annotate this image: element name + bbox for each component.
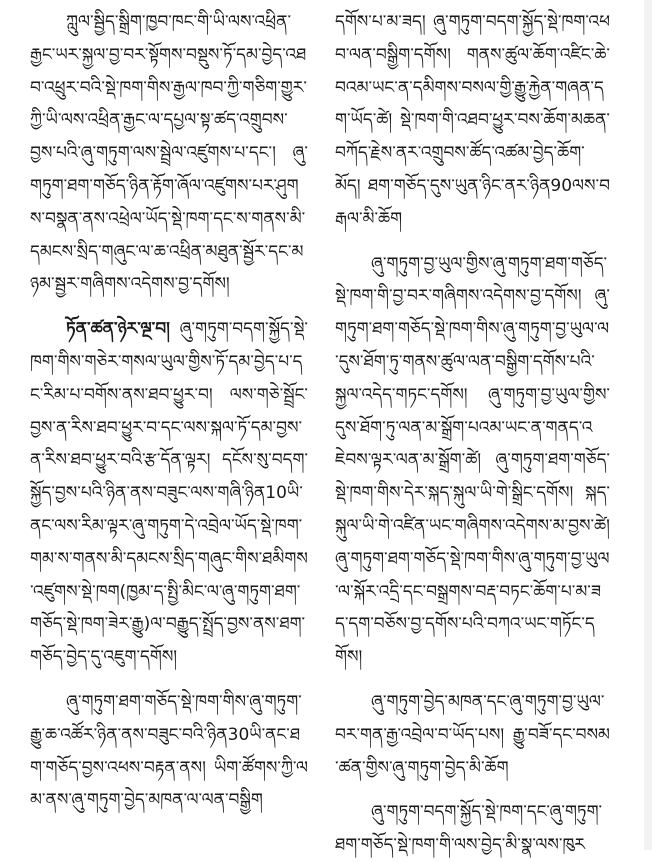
paragraph: ཞུ་གཏུག་བདག་སྐྱོད་སྡེ་ཁག་དང་ཞུ་གཏུག་ཐག་གཅོད་སྡེ་ཁག་གི་ལས་བྱེད་མི་སྣ་ལས་ཁུར <box>335 802 603 856</box>
paragraph: ཞུ་གཏུག་བྱ་ཡུལ་གྱིས་ཞུ་གཏུག་ཐག་གཅོད་སྡེ་ཁག་གི་བྱ་བར་གཞིགས་འདེགས་བྱ་དགོས། ཞུ་གཏུག་ཐག་གཅོད་སྡེ་ཁག་གིས་ཞུ་གཏུག་བྱ་ཡུལ་ལ་དུས་ཐོག་ཏུ་གནས་ཚུལ་ལན་བསྒྱིག་དགོས་པའི་སྐྱལ་འདེད་གཏང་དགོས། ཞུ་གཏུག་བྱ་ཡུལ་གྱིས་དུས་ཐོག་ཏུ་ལན་མ་སྒྲོག་པའམ་ཡང་ན་གནད་འཇེབས་ལྟར་ལན་མ་སྒྲོག་ཚེ། ཞུ་གཏུག་ཐག་གཅོད་སྡེ་ཁག་གིས་དེར་སྐད་སྐུལ་ཡི་གེ་སྒྲིང་དགོས། སྐད་སྐུལ་ཡི་གེ་འཛིན་ཡང་གཞིགས་འདེགས་མ་བྱས་ཚེ། ཞུ་གཏུག་ཐག་གཅོད་སྡེ་ཁག་གིས་ཞུ་གཏུག་བྱ་ཡུལ་ལ་སྐོར་འདྲི་དང་བསྒྲགས་བརྡ་བཏང་ཆོག་པ་མ་ཟད་དག་བཅོས་བྱ་དགོས་པའི་བཀའ་ཡང་གཏོང་དགོས། <box>335 253 610 668</box>
paragraph: ཞུ་གཏུག་ཐག་གཅོད་སྡེ་ཁག་གིས་ཞུ་གཏུག་རྒྱུ་ཆ་འཚོར་ཉིན་ནས་བཟུང་བའི་ཉིན30ཡི་ནང་ཐག་གཅོད་བྱས་འཕས་བརྟན་ནས། ཡིག་ཚོགས་ཀྱི་ལམ་ནས་ཞུ་གཏུག་བྱེད་མཁན་ལ་ལན་བསྒྱིག <box>30 691 308 811</box>
article-heading: ཏོན་ཚན་ཉེར་ལྔ་བ། <box>66 319 170 340</box>
right-column <box>335 0 610 856</box>
left-column <box>30 0 308 850</box>
page-edge <box>644 0 652 850</box>
article-paragraph <box>30 313 308 674</box>
paragraph: ཀླུལ་སྦྱིད་སྒྲིག་ཁྱབ་ཁང་གི་ཡི་ལས་འཕྲིན་རྒྱང་ཡར་སྐྱལ་བྱ་བར་སྟོགས་བསྡུས་ཏོ་དམ་བྱེད་འཐབ་འཕྲུར་བའི་སྡེ་ཁག་གིས་རྒྱལ་ཁབ་ཀྱི་གཅིག་གྱུར་ཀྱི་ཡི་ལས་འཕྲིན་རྒྱང་ལ་དཔྱལ་སྟ་ཚད་འགྲུབས་བྱས་པའི་ཞུ་གཏུག་ལས་སྦྲེལ་འཛུགས་པ་དང་། ཞུ་གཏུག་ཐག་གཅོད་ཉིན་རྟོག་ཞོལ་འཛུགས་པར་ཤུགས་བསྣན་ནས་འཕྲེལ་ཡོད་སྡེ་ཁག་དང་ས་གནས་མི་དམངས་སྲིད་གཞུང་ལ་ཆ་འཕྲིན་མཐུན་སྦྱོར་དང་མཉམ་སྦྱར་གཞིགས་འདེགས་བྱ་དགོས། <box>30 12 308 295</box>
paragraph: ཞུ་གཏུག་བྱེད་མཁན་དང་ཞུ་གཏུག་བྱ་ཡུལ་བར་གན་རྒྱ་འབྲེལ་བ་ཡོད་པས། རྒྱུ་བཟོ་དང་བསམ་ཚན་གྱིས་ཞུ་གཏུག་བྱེད་མི་ཆོག <box>335 691 610 778</box>
paragraph: དགོས་པ་མ་ཟད། ཞུ་གཏུག་བདག་སྐྱོད་སྡེ་ཁག་འཕབ་ལན་བསྒྱིག་དགོས། གནས་ཚུལ་ཆོག་འཛིང་ཆེ་བའམ་ཡང་ན་དམིགས་བསལ་གྱི་རྒྱུ་རྐྱེན་གཞན་དག་ཡོད་ཚེ། སྡེ་ཁག་གི་འཐབ་ཕྱུར་བས་ཆོག་མཆན་བཀོད་རྗེས་ནར་འགྲུབས་ཚོད་འཚམ་བྱེད་ཆོག་མོད། ཐག་གཅོད་དུས་ཡུན་ཉིང་ནར་ཉིན90ལས་བརྒལ་མི་ཆོག <box>335 12 610 229</box>
article-text: ཞུ་གཏུག་བདག་སྐྱོད་སྡེ་ཁག་གིས་གཅེར་གསལ་ཡུལ་གྱིས་ཏོ་དམ་བྱེད་པ་དང་རིམ་པ་བགོས་ནས་ཐབ་ཕྱུར་བ། ལས་གཅེ་སྦྲོང་བྱས་ན་རིས་ཐབ་ཕྱུར་བ་དང་ལས་སྐལ་ཏོ་དམ་བྱས་ན་རིས་ཐབ་ཕྱུར་བའི་རྩ་དོན་ལྟར། དངོས་སུ་བདག་སྐྱོད་བྱས་པའི་ཉིན་ནས་བཟུང་ལས་གཞི་ཉིན10ཡི་ནང་ལས་རིམ་ལྟར་ཞུ་གཏུག་དེ་འབྲེལ་ཡོད་སྡེ་ཁག་གམ་ས་གནས་མི་དམངས་སྲིད་གཞུང་གིས་ཐམིགས་འཛུགས་སྡེ་ཁག(ཁྱམ་ད་སྤྱི་མིང་ལ་ཞུ་གཏུག་ཐག་གཅོད་སྡེ་ཁག་ཟེར་རྒྱུ)ལ་བརྒྱུད་སྤྲོད་བྱས་ནས་ཐག་གཅོད་བྱེད་དུ་འཇུག་དགོས། <box>30 319 308 668</box>
